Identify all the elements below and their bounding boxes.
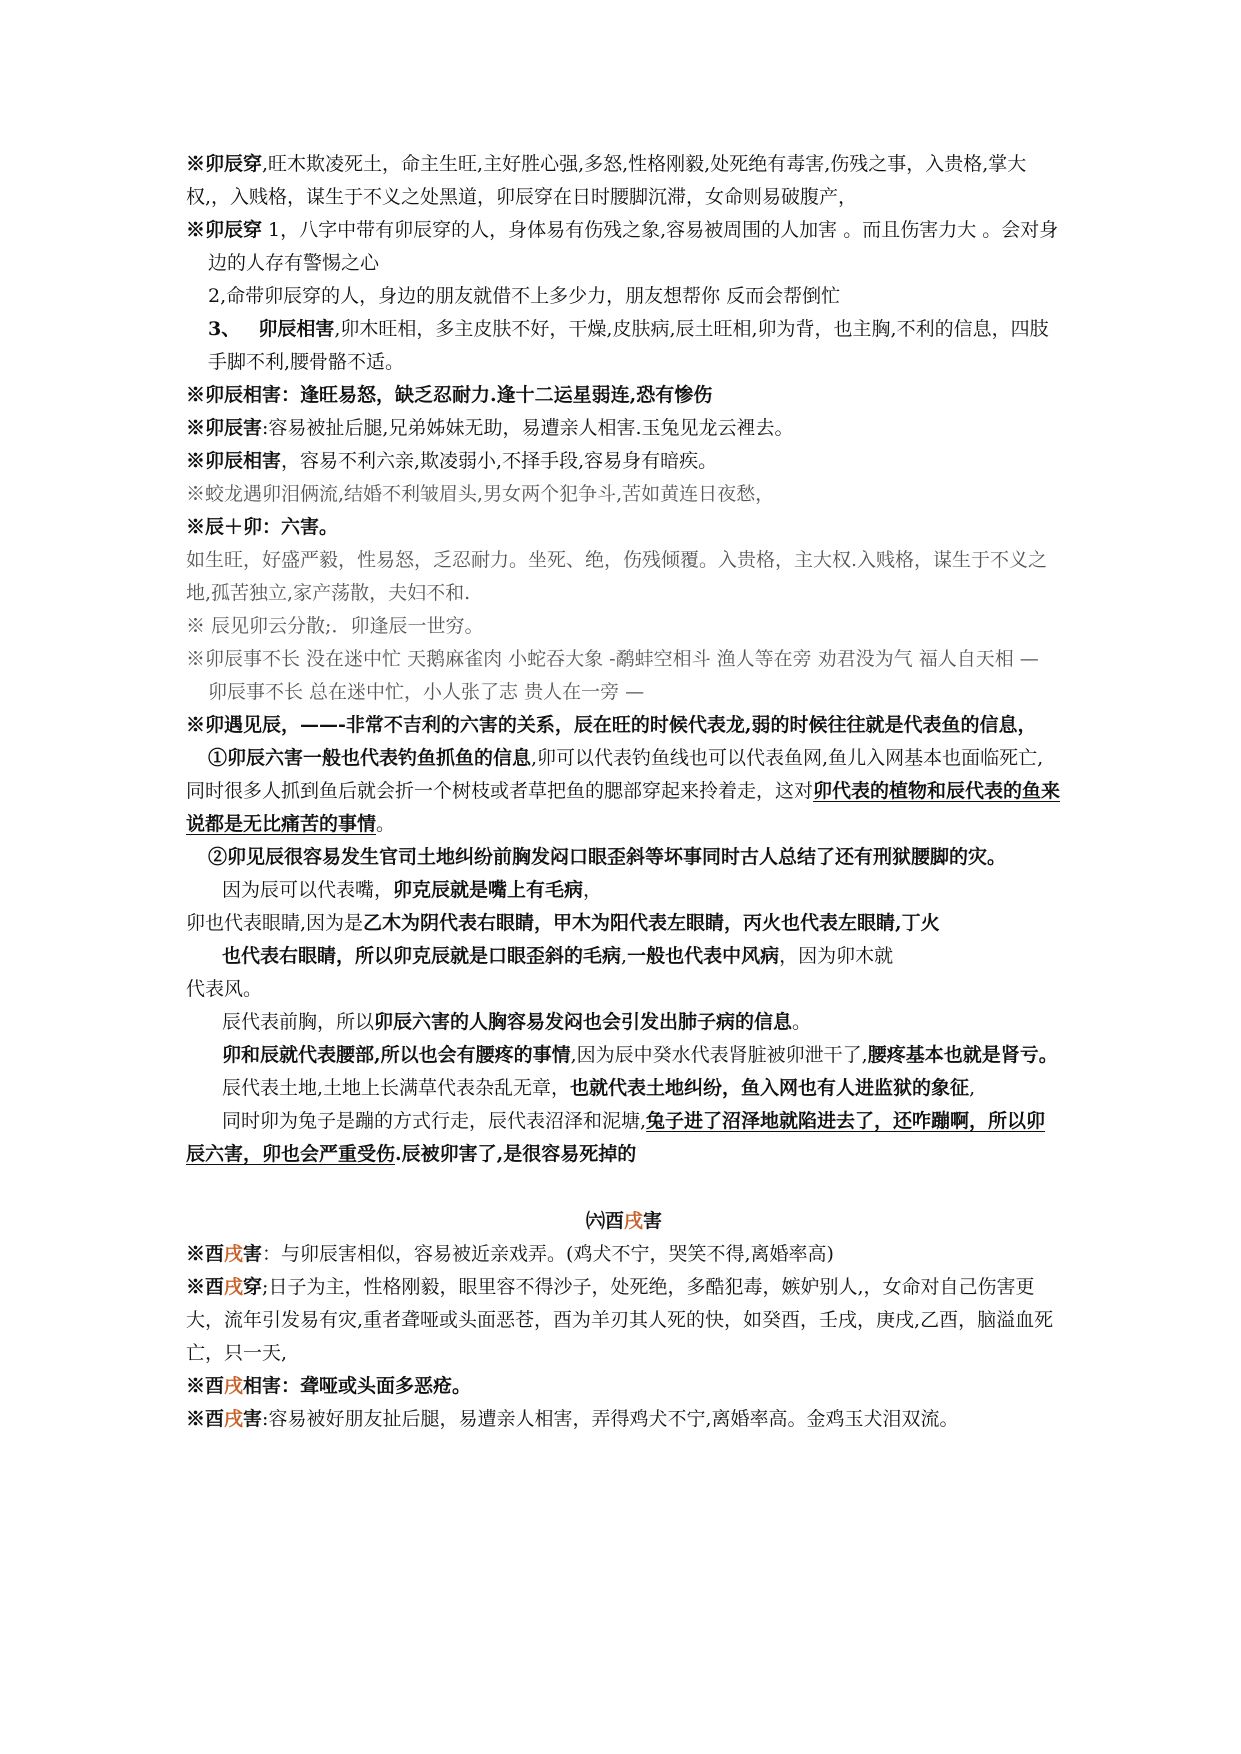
para-you-yanjing: 也代表右眼睛，所以卯克辰就是口眼歪斜的毛病,一般也代表中风病，因为卯木就: [222, 945, 894, 967]
para-mao-chen-chuan-1: ※卯辰穿,旺木欺凌死土，命主生旺,主好胜心强,多怒,性格刚毅,处死绝有毒害,伤残之事，入贵格,掌大权,，入贱格，谋生于不义之处黑道，卯辰穿在日时腰脚沉滞，女命则易破腹产，: [186, 153, 1027, 208]
para-mao-chen-xianghai-1: ※卯辰相害：逢旺易怒，缺乏忍耐力.逢十二运星弱连,恐有惨伤: [186, 384, 713, 406]
para-mao-yujian-chen: ※卯遇见辰，——-非常不吉利的六害的关系，辰在旺的时候代表龙,弱的时候往往就是代表鱼的信息，: [186, 714, 1037, 736]
para-daibiao-feng: 代表风。: [186, 978, 263, 1000]
para-verse-2: 卯辰事不长 总在迷中忙，小人张了志 贵人在一旁 —: [208, 681, 645, 703]
para-yaobu: 卯和辰就代表腰部,所以也会有腰疼的事情,因为辰中癸水代表肾脏被卯泄干了,腰疼基本也就是肾亏。: [222, 1044, 1058, 1066]
para-you-xu-xianghai: ※酉戌相害：聋哑或头面多恶疮。: [186, 1375, 472, 1397]
para-item-1: ①卯辰六害一般也代表钓鱼抓鱼的信息,卯可以代表钓鱼线也可以代表鱼网,鱼儿入网基本也面临死亡,同时很多人抓到鱼后就会折一个树枝或者草把鱼的腮部穿起来拎着走，这对卯代表的植物和辰代表的鱼来说都是无比痛苦的事情。: [186, 747, 1061, 835]
para-mao-chen-hai: ※卯辰害:容易被扯后腿,兄弟姊妹无助，易遭亲人相害.玉兔见龙云裡去。: [186, 417, 794, 439]
para-point-3: 3、 卯辰相害,卯木旺相，多主皮肤不好，干燥,皮肤病,辰土旺相,卯为背，也主胸,不利的信息，四肢手脚不利,腰骨骼不适。: [208, 318, 1049, 373]
para-jiaolong: ※蛟龙遇卯泪俩流,结婚不利皱眉头,男女两个犯争斗,苦如黄连日夜愁，: [186, 483, 775, 505]
para-chen-zui: 因为辰可以代表嘴，卯克辰就是嘴上有毛病，: [222, 879, 603, 901]
para-mao-yanjing: 卯也代表眼睛,因为是乙木为阴代表右眼睛，甲木为阳代表左眼睛，丙火也代表左眼睛,丁火: [186, 912, 940, 934]
para-you-xu-hai-1: ※酉戌害：与卯辰害相似，容易被近亲戏弄。(鸡犬不宁，哭笑不得,离婚率高): [186, 1243, 834, 1265]
section-heading-you-xu-hai: ㈥酉戌害: [585, 1210, 663, 1232]
para-verse-1: ※卯辰事不长 没在迷中忙 天鹅麻雀肉 小蛇吞大象 -鹬蚌空相斗 渔人等在旁 劝君没为气 福人自天相 —: [186, 648, 1039, 670]
document-page: [186, 148, 1062, 1436]
para-chen-qianxiong: 辰代表前胸，所以卯辰六害的人胸容易发闷也会引发出肺子病的信息。: [222, 1011, 812, 1033]
para-chen-plus-mao: ※辰＋卯：六害。: [186, 516, 339, 538]
para-you-xu-hai-2: ※酉戌害:容易被好朋友扯后腿，易遭亲人相害，弄得鸡犬不宁,离婚率高。金鸡玉犬泪双流。: [186, 1408, 959, 1430]
para-item-2: ②卯见辰很容易发生官司土地纠纷前胸发闷口眼歪斜等坏事同时古人总结了还有刑狱腰脚的灾。: [208, 846, 1007, 868]
para-mao-chen-chuan-2: ※卯辰穿 1，八字中带有卯辰穿的人，身体易有伤残之象,容易被周围的人加害 。而且伤害力大 。会对身边的人存有警惕之心: [186, 219, 1059, 274]
para-tuzi: 同时卯为兔子是蹦的方式行走，辰代表沼泽和泥塘,兔子进了沼泽地就陷进去了，还咋蹦啊，所以卯辰六害，卯也会严重受伤.辰被卯害了,是很容易死掉的: [186, 1110, 1046, 1165]
para-mao-chen-xianghai-2: ※卯辰相害，容易不利六亲,欺凌弱小,不择手段,容易身有暗疾。: [186, 450, 718, 472]
para-point-2: 2,命带卯辰穿的人，身边的朋友就借不上多少力，朋友想帮你 反而会帮倒忙: [208, 285, 841, 307]
para-shengwang: 如生旺，好盛严毅，性易怒，乏忍耐力。坐死、绝，伤残倾覆。入贵格，主大权.入贱格，谋生于不义之地,孤苦独立,家产荡散，夫妇不和.: [186, 549, 1048, 604]
para-chen-jian-mao: ※ 辰见卯云分散;．卯逢辰一世穷。: [186, 615, 484, 637]
para-you-xu-chuan: ※酉戌穿;日子为主，性格刚毅，眼里容不得沙子，处死绝，多酷犯毒，嫉妒别人,，女命对自己伤害更大，流年引发易有灾,重者聋哑或头面恶苍，酉为羊刃其人死的快，如癸酉，壬戌，庚戌,乙酉，脑溢血死亡，只一天,: [186, 1276, 1054, 1364]
para-tudi: 辰代表土地,土地上长满草代表杂乱无章，也就代表土地纠纷，鱼入网也有人进监狱的象征,: [222, 1077, 976, 1099]
